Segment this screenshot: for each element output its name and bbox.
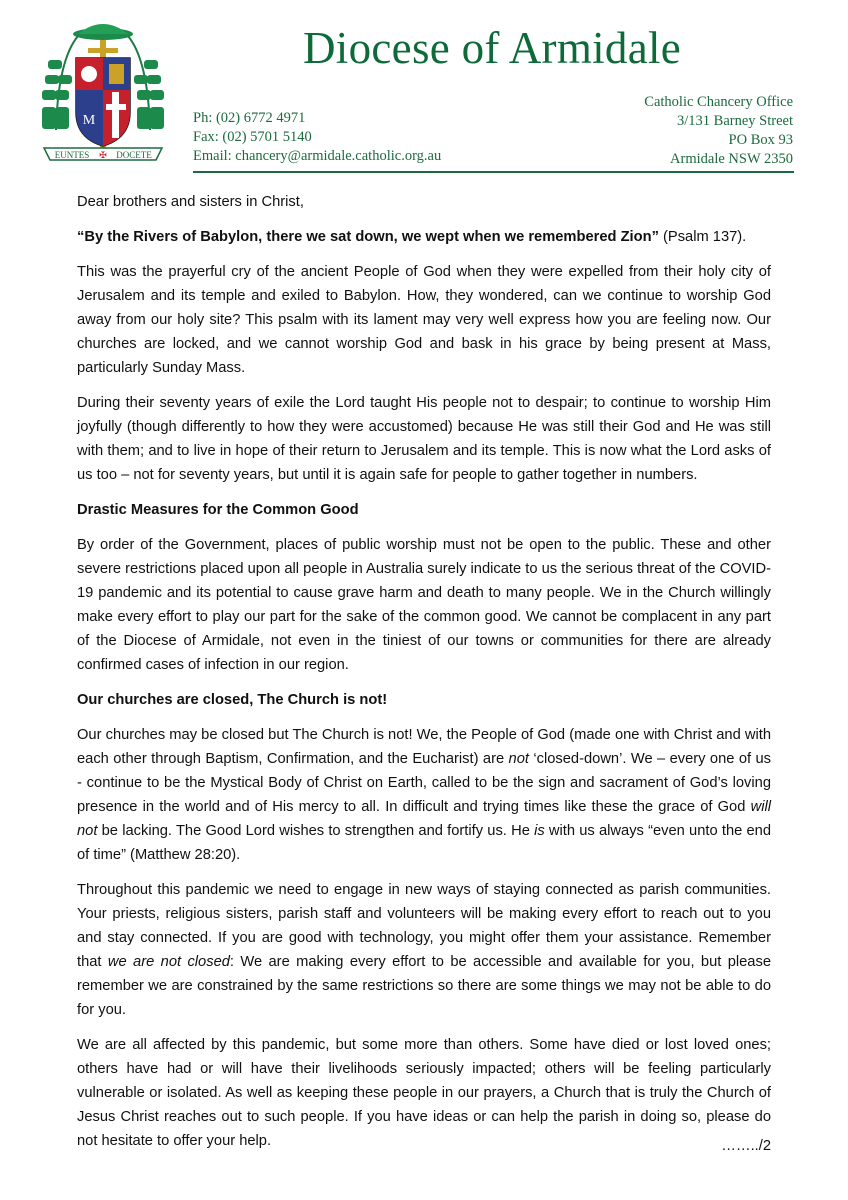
crest-motto-left: EUNTES — [54, 150, 90, 160]
emphasis-not-closed: we are not closed — [107, 954, 230, 970]
svg-text:M: M — [82, 113, 96, 128]
street-address: 3/131 Barney Street — [677, 113, 793, 129]
paragraph-all-affected: We are all affected by this pandemic, but some more than others. Some have died or lost loved ones; others have had or will have their livelihoods seriously impacted; others will be feeling particularly vulnerable or isolated. As well as keeping these people in our prayers, a Church that is truly the Church of Jesus Christ reaches out to such people. If you have ideas or can help the parish in doing so, please do not hesitate to offer your help. — [77, 1037, 771, 1149]
salutation: Dear brothers and sisters in Christ, — [77, 194, 304, 210]
email-address[interactable]: Email: chancery@armidale.catholic.org.au — [193, 148, 442, 164]
fax-number: Fax: (02) 5701 5140 — [193, 129, 312, 145]
po-box: PO Box 93 — [728, 132, 793, 148]
psalm-quote: “By the Rivers of Babylon, there we sat down, we wept when we remembered Zion” — [77, 229, 659, 245]
letterhead-divider — [193, 171, 794, 173]
text-run: Our churches may be closed but The Church is not! We, the People of God (made one with Christ and with each other through Baptism, Confirmation, and the Eucharist) are — [77, 727, 771, 767]
paragraph-government-order: By order of the Government, places of public worship must not be open to the public. These and other severe restrictions placed upon all people in Australia surely indicate to us the serious threat of the COVID-19 pandemic and its potential to cause grave harm and death to many people. We in the Church willingly make every effort to play our part for the sake of the common good. We cannot be complacent in any part of the Diocese of Armidale, not even in the tiniest of our towns or communities for there are already confirmed cases of infection in our region. — [77, 537, 771, 673]
psalm-reference: (Psalm 137). — [658, 229, 747, 245]
diocese-crest-logo — [38, 20, 168, 170]
office-name: Catholic Chancery Office — [644, 94, 793, 110]
city-postcode: Armidale NSW 2350 — [670, 151, 793, 167]
psalm-quote-paragraph — [77, 225, 771, 249]
svg-text:✠: ✠ — [99, 150, 107, 160]
emphasis-not: not — [508, 751, 529, 767]
paragraph-exile: This was the prayerful cry of the ancient People of God when they were expelled from their holy city of Jerusalem and its temple and exiled to Babylon. How, they wondered, can we continue to worship God away from our holy site? This psalm with its lament may very well express how you are feeling now. Our churches are locked, and we cannot worship God and bask in his grace by being present at Mass, particularly Sunday Mass. — [77, 264, 771, 376]
emphasis-is: is — [534, 823, 545, 839]
heading-drastic-measures: Drastic Measures for the Common Good — [77, 502, 359, 518]
paragraph-seventy-years: During their seventy years of exile the Lord taught His people not to despair; to continue to worship Him joyfully (though differently to how they were accustomed) because He was still their God and He was still with them; and to live in hope of their return to Jerusalem and its temple. This is now what the Lord asks of us too – not for seventy years, but until it is again safe for people to gather together in numbers. — [77, 395, 771, 483]
text-run: Throughout this pandemic we need to engage in new ways of staying connected as parish communities. Your priests, religious sisters, parish staff and volunteers will be making every effort to reach out to you and stay connected. If you are good with technology, you might offer them your assistance. Remember that — [77, 882, 771, 970]
contact-details — [193, 109, 441, 166]
text-run: ‘closed-down’. We – every one of us - continue to be the Mystical Body of Christ on Earth, called to be the sign and sacrament of God’s loving presence in the world and of His mercy to all. In difficult and trying times like these the grace of God — [77, 751, 771, 815]
paragraph-staying-connected — [77, 878, 771, 1022]
heading-church-not-closed: Our churches are closed, The Church is not! — [77, 692, 388, 708]
phone-number: Ph: (02) 6772 4971 — [193, 110, 306, 126]
emphasis-will-not: will not — [77, 799, 771, 839]
letterhead-title: Diocese of Armidale — [303, 23, 682, 73]
paragraph-church-not-closed — [77, 723, 771, 867]
crest-motto-right: DOCETE — [116, 150, 152, 160]
page-continued-mark: ……../2 — [721, 1138, 771, 1154]
text-run: with us always “even unto the end of time” (Matthew 28:20). — [77, 823, 771, 863]
postal-address — [644, 93, 793, 169]
letter-body — [77, 190, 771, 1164]
text-run: be lacking. The Good Lord wishes to strengthen and fortify us. He — [97, 823, 535, 839]
text-run: : We are making every effort to be accessible and available for you, but please remember we are constrained by the same restrictions so there are some things we may not be able to do for you. — [77, 954, 771, 1018]
